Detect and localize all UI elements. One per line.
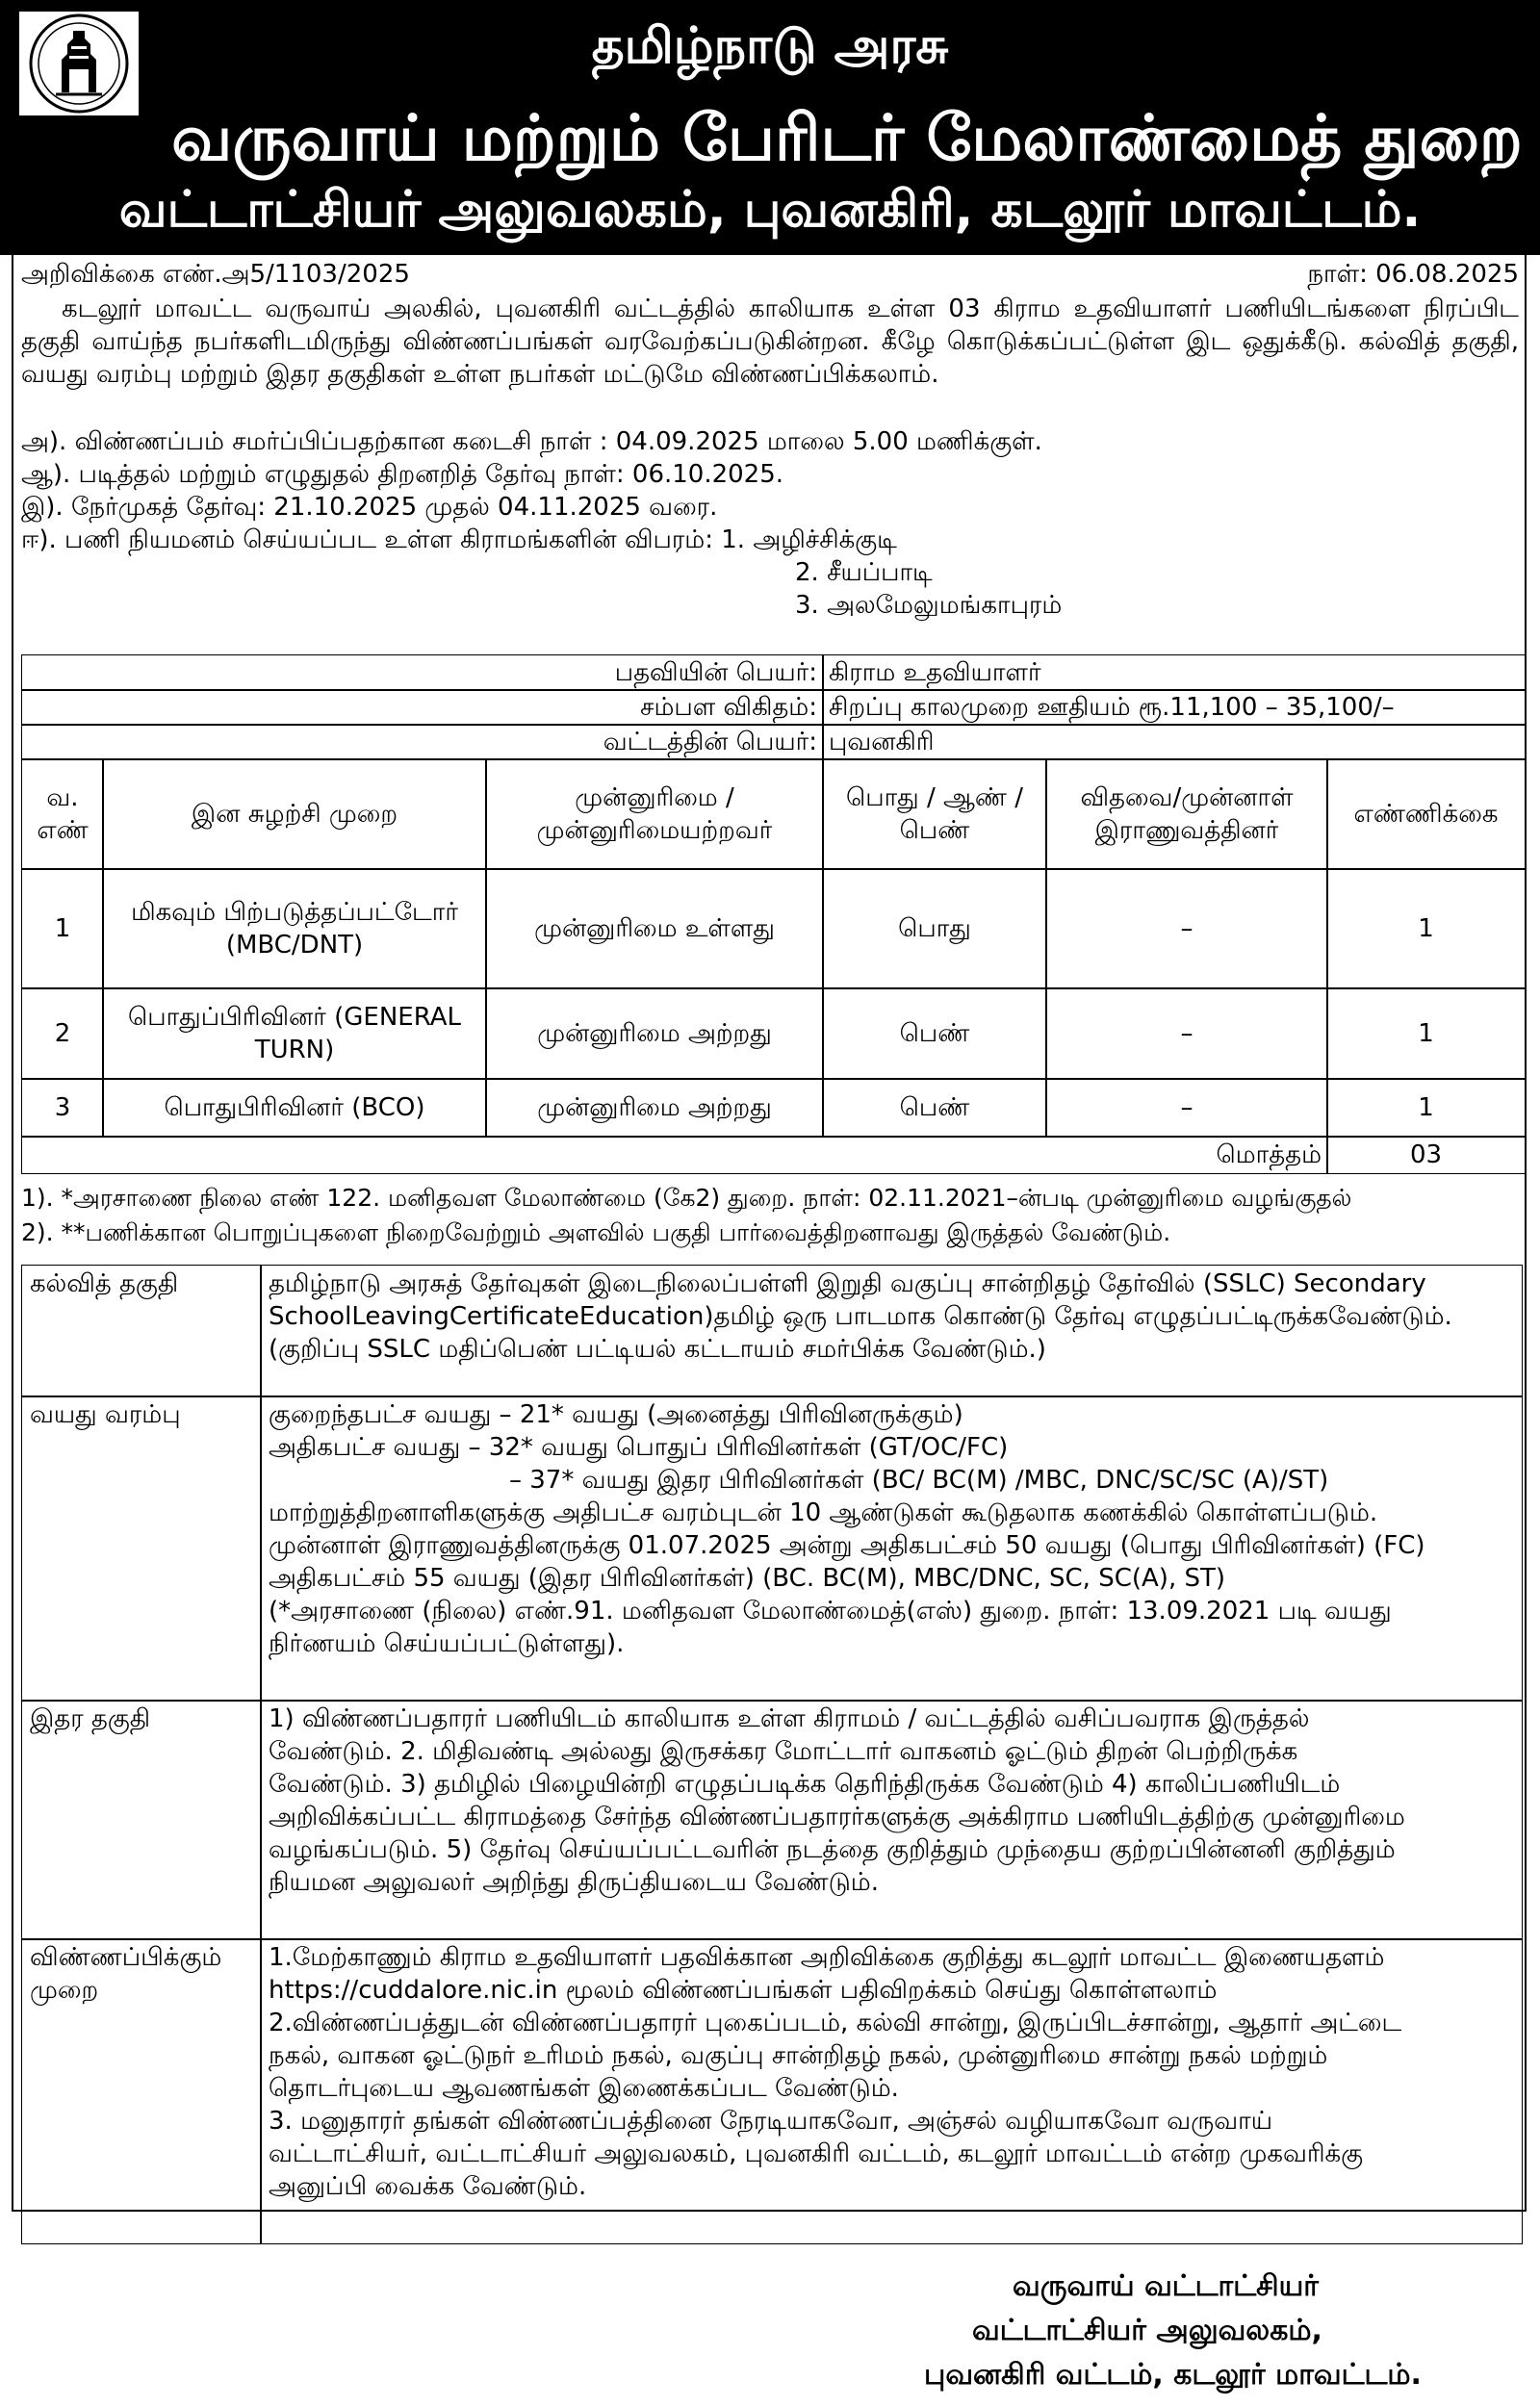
total-label: மொத்தம் [21, 1136, 1328, 1174]
taluk-label: வட்டத்தின் பெயர்: [21, 724, 824, 760]
village-3: 3. அலமேலுமங்காபுரம் [795, 591, 1063, 620]
qual-text-other [260, 1700, 1523, 1940]
table-cell: பெண் [822, 987, 1047, 1080]
table-cell: பொதுப்பிரிவினர் (GENERAL TURN) [102, 987, 487, 1080]
qual-line: முன்னாள் இராணுவத்தினருக்கு 01.07.2025 அன்று அதிகபட்சம் 50 வயது (பொது பிரிவினர்கள்) (FC) [269, 1531, 1425, 1560]
col-header-count: எண்ணிக்கை [1326, 758, 1526, 870]
qual-line: வட்டாட்சியர், வட்டாட்சியர் அலுவலகம், புவனகிரி வட்டம், கடலூர் மாவட்டம் என்ற முகவரிக்கு [269, 2139, 1364, 2168]
qual-line: அதிகபட்சம் 55 வயது (இதர பிரிவினர்கள்) (BC. BC(M), MBC/DNC, SC, SC(A), ST) [269, 1564, 1226, 1593]
header-title-line1: தமிழ்நாடு அரசு [591, 17, 949, 75]
item-d: ஈ). பணி நியமனம் செய்யப்பட உள்ள கிராமங்களின் விபரம்: 1. அழிச்சிக்குடி [21, 525, 897, 554]
table-cell: முன்னுரிமை உள்ளது [485, 868, 824, 989]
qual-line: வழங்கப்படும். 5) தேர்வு செய்யப்பட்டவரின் நடத்தை குறித்தும் முந்தைய குற்றப்பின்னனி குறித்தும் [269, 1835, 1396, 1864]
qual-line: நியமன அலுவலர் அறிந்து திருப்தியடைய வேண்டும். [269, 1868, 879, 1897]
header-title-line3: வட்டாட்சியர் அலுவலகம், புவனகிரி, கடலூர் மாவட்டம். [118, 181, 1422, 239]
total-value: 03 [1326, 1136, 1526, 1174]
col-header-gender: பொது / ஆண் / பெண் [822, 758, 1047, 870]
table-cell: முன்னுரிமை அற்றது [485, 987, 824, 1080]
col-header-sno: வ. எண் [21, 758, 104, 870]
qual-text-apply [260, 1938, 1523, 2244]
qual-line: – 37* வயது இதர பிரிவினர்கள் (BC/ BC(M) /MBC, DNC/SC/SC (A)/ST) [509, 1466, 1329, 1495]
qual-line: தொடர்புடைய ஆவணங்கள் இணைக்கப்பட வேண்டும். [269, 2074, 899, 2103]
table-cell: முன்னுரிமை அற்றது [485, 1078, 824, 1138]
post-label: பதவியின் பெயர்: [21, 654, 824, 691]
note-2: 2). **பணிக்கான பொறுப்புகளை நிறைவேற்றும் அளவில் பகுதி பார்வைத்திறனாவது இருத்தல் வேண்டும். [21, 1218, 1171, 1246]
qual-label-apply-text: விண்ணப்பிக்கும் முறை [30, 1943, 222, 2005]
table-cell: – [1045, 868, 1328, 989]
qual-line: தமிழ்நாடு அரசுத் தேர்வுகள் இடைநிலைப்பள்ளி இறுதி வகுப்பு சான்றிதழ் தேர்வில் (SSLC) Secondary [269, 1269, 1426, 1298]
table-cell: 2 [21, 987, 104, 1080]
table-cell: 3 [21, 1078, 104, 1138]
qual-label-education: கல்வித் தகுதி [21, 1265, 262, 1397]
table-cell: – [1045, 1078, 1328, 1138]
table-cell: பொதுபிரிவினர் (BCO) [102, 1078, 487, 1138]
taluk-value: புவனகிரி [822, 724, 1526, 760]
qual-line: https://cuddalore.nic.in மூலம் விண்ணப்பங்கள் பதிவிறக்கம் செய்து கொள்ளலாம் [269, 1976, 1218, 2005]
qual-line: மாற்றுத்திறனாளிகளுக்கு அதிபட்ச வரம்புடன் 10 ஆண்டுகள் கூடுதலாக கணக்கில் கொள்ளப்படும். [269, 1498, 1378, 1527]
table-cell: 1 [1326, 1078, 1526, 1138]
col-header-rotation: இன சுழற்சி முறை [102, 758, 487, 870]
qual-line: 1) விண்ணப்பதாரர் பணியிடம் காலியாக உள்ள கிராமம் / வட்டத்தில் வசிப்பவராக இருத்தல் [269, 1704, 1310, 1733]
pay-value: சிறப்பு காலமுறை ஊதியம் ரூ.11,100 – 35,100/– [822, 689, 1526, 726]
qual-line: நகல், வாகன ஓட்டுநர் உரிமம் நகல், வகுப்பு சான்றிதழ் நகல், முன்னுரிமை சான்று நகல் மற்றும் [269, 2041, 1328, 2070]
signature-line1: வருவாய் வட்டாட்சியர் [1013, 2269, 1319, 2303]
qual-text-education [260, 1265, 1523, 1397]
village-2: 2. சீயப்பாடி [795, 558, 933, 587]
qual-line: (*அரசாணை (நிலை) எண்.91. மனிதவள மேலாண்மைத்(எஸ்) துறை. நாள்: 13.09.2021 படி வயது [269, 1597, 1392, 1626]
signature-line3: புவனகிரி வட்டம், கடலூர் மாவட்டம். [924, 2358, 1422, 2392]
notice-ref-number: அறிவிக்கை எண்.அ5/1103/2025 [21, 260, 410, 289]
col-header-widow-exservice: விதவை/முன்னாள் இராணுவத்தினர் [1045, 758, 1328, 870]
qual-line: வேண்டும். 2. மிதிவண்டி அல்லது இருசக்கர மோட்டார் வாகனம் ஓட்டும் திறன் பெற்றிருக்க [269, 1737, 1298, 1766]
table-cell: 1 [1326, 868, 1526, 989]
qual-text-age [260, 1396, 1523, 1702]
table-cell: 1 [21, 868, 104, 989]
item-a: அ). விண்ணப்பம் சமர்ப்பிப்பதற்கான கடைசி நாள் : 04.09.2025 மாலை 5.00 மணிக்குள். [21, 427, 1042, 456]
item-b: ஆ). படித்தல் மற்றும் எழுதுதல் திறனறித் தேர்வு நாள்: 06.10.2025. [21, 460, 784, 489]
qual-label-apply [21, 1938, 262, 2244]
qual-line: 3. மனுதாரர் தங்கள் விண்ணப்பத்தினை நேரடியாகவோ, அஞ்சல் வழியாகவோ வருவாய் [269, 2107, 1272, 2136]
intro-paragraph: கடலூர் மாவட்ட வருவாய் அலகில், புவனகிரி வட்டத்தில் காலியாக உள்ள 03 கிராம உதவியாளர் பணியிடங்களை நிரப்பிட தகுதி வாய்ந்த நபர்களிடமிருந்து விண்ணப்பங்கள் வரவேற்கப்படுகின்றன. கீழே கொடுக்கப்பட்டுள்ள இட ஒதுக்கீடு. கல்வித் தகுதி, வயது வரம்பு மற்றும் இதர தகுதிகள் உள்ள நபர்கள் மட்டுமே விண்ணப்பிக்கலாம். [21, 294, 1519, 389]
table-cell: பெண் [822, 1078, 1047, 1138]
qual-line: 2.விண்ணப்பத்துடன் விண்ணப்பதாரர் புகைப்படம், கல்வி சான்று, இருப்பிடச்சான்று, ஆதார் அட்டை [269, 2009, 1402, 2037]
qual-line: குறைந்தபட்ச வயது – 21* வயது (அனைத்து பிரிவினருக்கும்) [269, 1400, 963, 1429]
note-1: 1). *அரசாணை நிலை எண் 122. மனிதவள மேலாண்மை (கே2) துறை. நாள்: 02.11.2021–ன்படி முன்னுரிமை வழங்குதல் [21, 1184, 1352, 1212]
header-title-line2: வருவாய் மற்றும் பேரிடர் மேலாண்மைத் துறை [171, 101, 1523, 175]
post-value: கிராம உதவியாளர் [822, 654, 1526, 691]
table-cell: பொது [822, 868, 1047, 989]
signature-line2: வட்டாட்சியர் அலுவலகம், [972, 2314, 1322, 2347]
header-banner [0, 0, 1540, 255]
qual-line: 1.மேற்காணும் கிராம உதவியாளர் பதவிக்கான அறிவிக்கை குறித்து கடலூர் மாவட்ட இணையதளம் [269, 1943, 1385, 1972]
item-c: இ). நேர்முகத் தேர்வு: 21.10.2025 முதல் 04.11.2025 வரை. [21, 493, 718, 522]
qual-line: வேண்டும். 3) தமிழில் பிழையின்றி எழுதப்படிக்க தெரிந்திருக்க வேண்டும் 4) காலிப்பணியிடம் [269, 1770, 1341, 1799]
qual-line: நிர்ணயம் செய்யப்பட்டுள்ளது). [269, 1629, 625, 1658]
qual-line: SchoolLeavingCertificateEducation)தமிழ் ஒரு பாடமாக கொண்டு தேர்வு எழுதப்பட்டிருக்கவேண்டும். [269, 1302, 1452, 1331]
table-cell: மிகவும் பிற்படுத்தப்பட்டோர் (MBC/DNT) [102, 868, 487, 989]
pay-label: சம்பள விகிதம்: [21, 689, 824, 726]
qual-label-other: இதர தகுதி [21, 1700, 262, 1940]
table-cell: – [1045, 987, 1328, 1080]
table-cell: 1 [1326, 987, 1526, 1080]
col-header-priority: முன்னுரிமை / முன்னுரிமையற்றவர் [485, 758, 824, 870]
qual-line: (குறிப்பு SSLC மதிப்பெண் பட்டியல் கட்டாயம் சமர்பிக்க வேண்டும்.) [269, 1335, 1046, 1364]
qual-line: அறிவிக்கப்பட்ட கிராமத்தை சேர்ந்த விண்ணப்பதாரர்களுக்கு அக்கிராம பணியிடத்திற்கு முன்னுரிமை [269, 1803, 1405, 1831]
qual-line: அதிகபட்ச வயது – 32* வயது பொதுப் பிரிவினர்கள் (GT/OC/FC) [269, 1433, 1009, 1462]
qual-line: அனுப்பி வைக்க வேண்டும். [269, 2172, 587, 2201]
notice-date: நாள்: 06.08.2025 [1307, 260, 1519, 289]
qual-label-age: வயது வரம்பு [21, 1396, 262, 1702]
